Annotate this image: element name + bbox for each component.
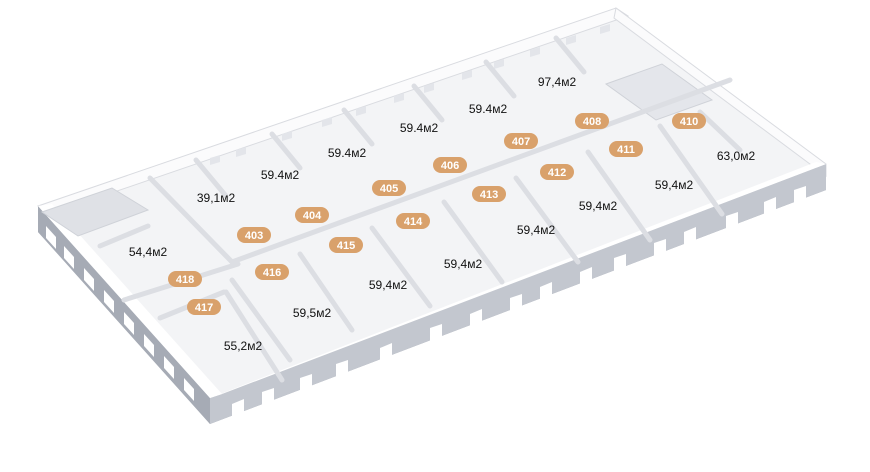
svg-text:418: 418	[175, 274, 195, 286]
area-413: 59,4м2	[516, 223, 556, 237]
building-shell	[38, 8, 826, 424]
area-405: 59.4м2	[327, 146, 367, 160]
svg-text:415: 415	[336, 240, 356, 252]
svg-text:417: 417	[194, 302, 214, 314]
svg-text:403: 403	[244, 230, 264, 242]
area-406: 59.4м2	[399, 121, 439, 135]
svg-text:410: 410	[679, 116, 699, 128]
room-badge-415[interactable]	[329, 237, 363, 253]
room-badge-413[interactable]	[472, 186, 506, 202]
svg-text:407: 407	[511, 136, 531, 148]
svg-text:404: 404	[302, 210, 322, 222]
svg-text:406: 406	[440, 160, 460, 172]
area-416: 59,5м2	[292, 306, 332, 320]
room-badge-411[interactable]	[609, 141, 643, 157]
room-badge-408[interactable]	[575, 113, 609, 129]
svg-text:408: 408	[582, 116, 602, 128]
area-410: 63,0м2	[716, 149, 756, 163]
svg-text:413: 413	[479, 189, 499, 201]
room-badge-414[interactable]	[396, 213, 430, 229]
area-407: 59.4м2	[468, 102, 508, 116]
area-412: 59,4м2	[578, 199, 618, 213]
room-badge-417[interactable]	[187, 299, 221, 315]
area-415: 59,4м2	[368, 278, 408, 292]
area-408: 97,4м2	[537, 75, 577, 89]
room-badge-407[interactable]	[504, 133, 538, 149]
room-badge-405[interactable]	[372, 180, 406, 196]
room-badge-404[interactable]	[295, 207, 329, 223]
svg-text:414: 414	[403, 216, 423, 228]
area-414: 59,4м2	[443, 257, 483, 271]
svg-text:405: 405	[379, 183, 399, 195]
area-417: 55,2м2	[223, 339, 263, 353]
room-badge-403[interactable]	[237, 227, 271, 243]
svg-text:411: 411	[617, 144, 635, 156]
room-badge-412[interactable]	[540, 164, 574, 180]
area-411: 59,4м2	[654, 178, 694, 192]
area-418: 54,4м2	[128, 245, 168, 259]
room-badge-410[interactable]	[672, 113, 706, 129]
room-badge-406[interactable]	[433, 157, 467, 173]
room-badge-418[interactable]	[168, 271, 202, 287]
area-403: 39,1м2	[196, 191, 236, 205]
svg-text:412: 412	[547, 167, 567, 179]
area-404: 59.4м2	[260, 168, 300, 182]
room-badge-416[interactable]	[255, 264, 289, 280]
svg-text:416: 416	[262, 267, 282, 279]
